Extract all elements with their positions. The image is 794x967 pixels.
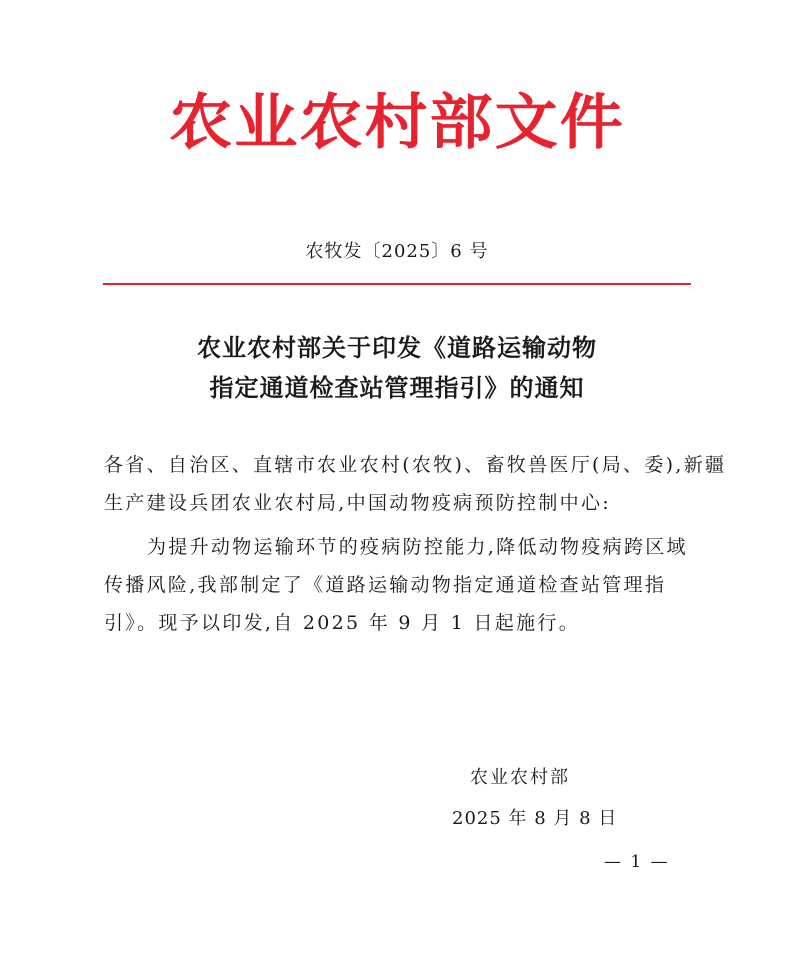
paragraph-line-3: 引》。现予以印发,自 2025 年 9 月 1 日起施行。 [104,612,581,634]
red-divider [103,283,691,285]
addressee-line-2: 生产建设兵团农业农村局,中国动物疫病预防控制中心: [104,492,611,514]
document-title-line-1: 农业农村部关于印发《道路运输动物 [197,334,597,362]
signature-date: 2025 年 8 月 8 日 [452,808,618,829]
document-header: 农业农村部文件 [169,88,625,158]
signature-organization: 农业农村部 [470,767,570,788]
paragraph-line-2: 传播风险,我部制定了《道路运输动物指定通道检查站管理指 [104,574,667,596]
page-number: — 1 — [604,852,670,872]
paragraph-line-1: 为提升动物运输环节的疫病防控能力,降低动物疫病跨区域 [147,536,688,558]
addressee-line-1: 各省、自治区、直辖市农业农村(农牧)、畜牧兽医厅(局、委),新疆 [104,454,727,476]
document-title-line-2: 指定通道检查站管理指引》的通知 [209,374,585,402]
document-number: 农牧发〔2025〕6 号 [305,241,489,262]
